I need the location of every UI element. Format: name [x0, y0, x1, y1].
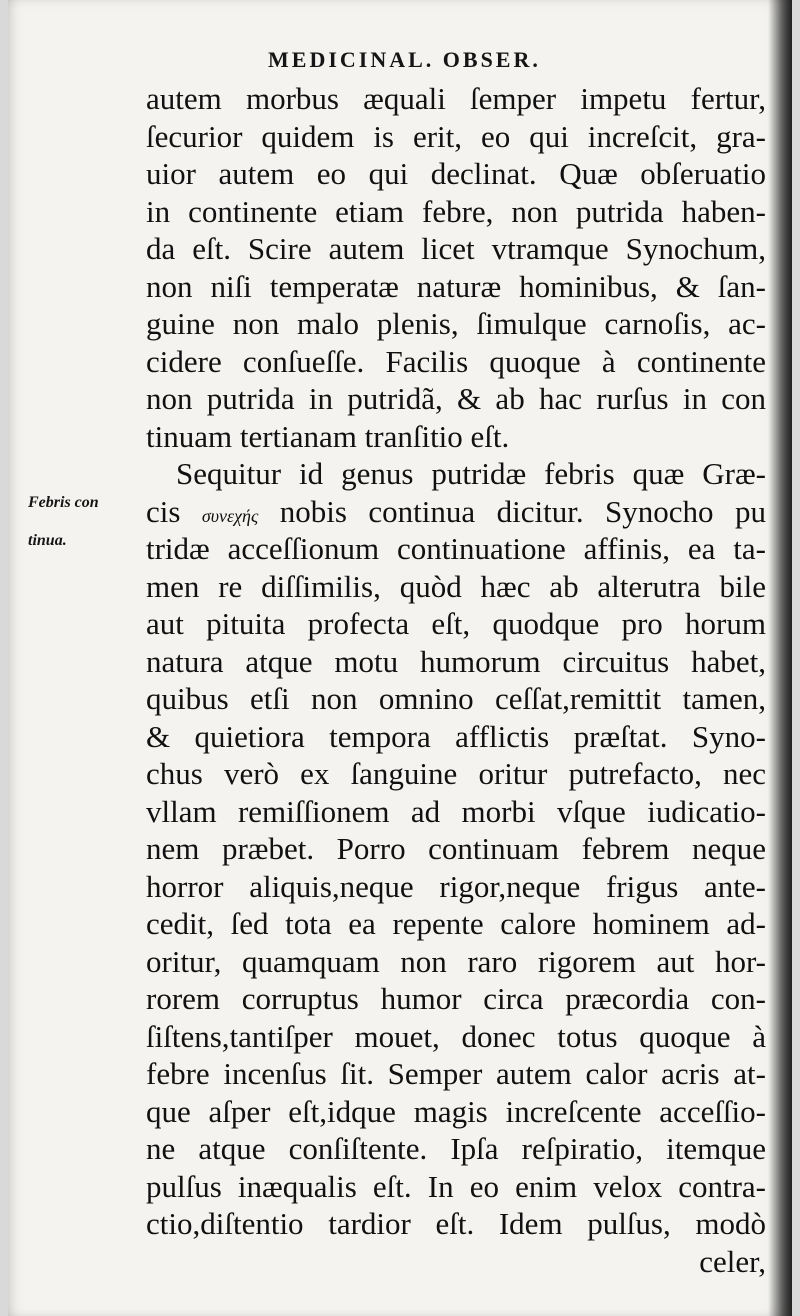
text-line: febre incenſus ſit. Semper autem calor acris at- [146, 1056, 766, 1091]
marginal-note-line-2: tinua. [28, 531, 67, 549]
marginal-note [28, 484, 138, 559]
text-line: vllam remiſſionem ad morbi vſque iudicatio- [146, 793, 766, 829]
text-line: aut pituita profecta eſt, quodque pro horum [146, 606, 766, 641]
text-line: non putrida in putridã, & ab hac rurſus in con [146, 381, 766, 416]
text-line: rorem corruptus humor circa præcordia con- [146, 981, 766, 1016]
text-line: chus verò ex ſanguine oritur putrefacto, nec [146, 756, 766, 791]
marginal-note-line-1: Febris con [28, 494, 99, 511]
greek-word: συνεχής [201, 505, 259, 526]
text-line-rest: nobis continua dicitur. Synocho pu [279, 493, 766, 529]
text-line: que aſper eſt,idque magis increſcente acceſſio- [146, 1093, 766, 1129]
text-line: autem morbus æquali ſemper impetu fertur, [146, 81, 766, 116]
text-line: Sequitur id genus putridæ febris quæ Græ- [176, 456, 766, 491]
text-line: tinuam tertianam tranſitio eſt. [146, 418, 510, 454]
text-line: men re diſſimilis, quòd hæc ab alterutra bile [146, 568, 766, 604]
text-line: nem præbet. Porro continuam febrem neque [146, 831, 766, 866]
text-line: cedit, ſed tota ea repente calore hominem ad- [146, 906, 766, 941]
text-line: da eſt. Scire autem licet vtramque Synochum, [146, 231, 766, 266]
text-line: horror aliquis,neque rigor,neque frigus ante- [146, 868, 766, 904]
text-line: in continente etiam febre, non putrida haben- [146, 193, 766, 229]
text-line: non niſi temperatæ naturæ hominibus, & ſan- [146, 268, 766, 304]
running-head: MEDICINAL. OBSER. [268, 47, 541, 72]
text-line: ſiſtens,tantiſper mouet, donec totus quoque à [146, 1018, 766, 1054]
text-line: ne atque conſiſtente. Ipſa reſpiratio, itemque [146, 1131, 766, 1166]
text-line: pulſus inæqualis eſt. In eo enim velox contra- [146, 1168, 766, 1204]
text-line: tridæ acceſſionum continuatione affinis, ea ta- [146, 531, 766, 566]
greek-prefix: cis [146, 493, 181, 529]
text-line: guine non malo plenis, ſimulque carnoſis, ac- [146, 306, 766, 341]
text-line: natura atque motu humorum circuitus habet, [146, 643, 766, 679]
page-gutter-shadow [768, 0, 792, 1316]
catchword: celer, [699, 1243, 766, 1279]
book-page [8, 0, 792, 1316]
text-line: ctio,diſtentio tardior eſt. Idem pulſus, modò [146, 1206, 766, 1241]
body-text [146, 80, 766, 1280]
text-line: & quietiora tempora afflictis præſtat. Syno- [146, 718, 766, 754]
text-line-with-greek [146, 493, 766, 531]
text-line: oritur, quamquam non raro rigorem aut hor- [146, 943, 766, 979]
text-line: quibus etſi non omnino ceſſat,remittit tamen, [146, 681, 766, 716]
text-line: ſecurior quidem is erit, eo qui increſcit, gra- [146, 118, 766, 154]
text-line: cidere conſueſſe. Facilis quoque à continente [146, 343, 766, 379]
text-line: uior autem eo qui declinat. Quæ obſeruatio [146, 156, 766, 191]
